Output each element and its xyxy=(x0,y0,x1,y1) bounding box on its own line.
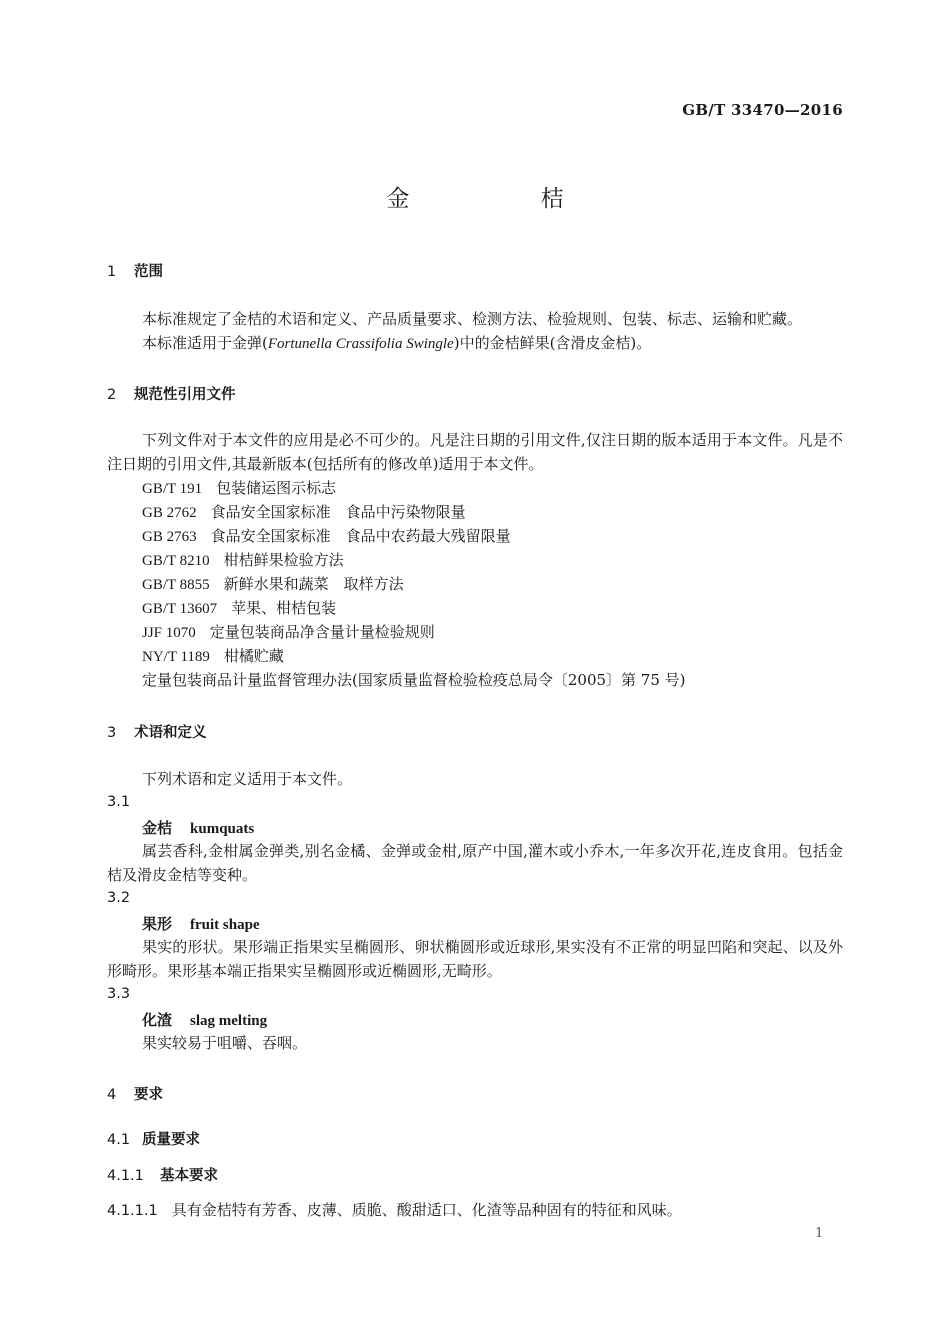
reference-item xyxy=(142,573,404,594)
reference-item xyxy=(142,597,336,618)
reference-code: GB/T 191 xyxy=(142,481,203,497)
term-zh: 金桔 xyxy=(142,819,173,837)
term-en: kumquats xyxy=(190,821,255,837)
term-heading xyxy=(142,817,254,838)
reference-title: 柑桔鲜果检验方法 xyxy=(223,551,344,569)
references-intro: 下列文件对于本文件的应用是必不可少的。凡是注日期的引用文件,仅注日期的版本适用于本文件。凡是不注日期的引用文件,其最新版本(包括所有的修改单)适用于本文件。 xyxy=(107,431,843,473)
scope-text-after: )中的金桔鲜果(含滑皮金桔)。 xyxy=(453,334,652,352)
subsection-title: 质量要求 xyxy=(142,1132,200,1148)
section-number: 4 xyxy=(107,1087,117,1103)
term-en: fruit shape xyxy=(190,917,260,933)
reference-code: GB/T 8855 xyxy=(142,577,210,593)
section-1-heading xyxy=(107,260,163,281)
section-2-heading xyxy=(107,383,236,404)
document-title: 金 桔 xyxy=(386,186,626,212)
scope-text-before: 本标准适用于金弹( xyxy=(142,334,268,352)
reference-code: NY/T 1189 xyxy=(142,649,210,665)
reference-title: 柑橘贮藏 xyxy=(223,647,284,665)
scope-paragraph-2 xyxy=(107,331,843,356)
reference-title: 定量包装商品净含量计量检验规则 xyxy=(209,623,435,641)
reference-item xyxy=(142,477,336,498)
subsection-4-1-1-heading xyxy=(107,1164,218,1185)
standard-code: GB/T 33470—2016 xyxy=(682,101,843,119)
term-definition: 属芸香科,金柑属金弹类,别名金橘、金弹或金柑,原产中国,灌木或小乔木,一年多次开花,连皮食用。包括金桔及滑皮金桔等变种。 xyxy=(107,842,843,884)
page-number: 1 xyxy=(815,1226,824,1241)
clause-number: 4.1.1.1 xyxy=(107,1203,158,1219)
reference-item xyxy=(142,549,344,570)
reference-item-regulation: 定量包装商品计量监督管理办法(国家质量监督检验检疫总局令〔2005〕第 75 号) xyxy=(142,671,686,689)
reference-item xyxy=(142,525,511,546)
reference-title: 新鲜水果和蔬菜 取样方法 xyxy=(223,575,404,593)
section-title: 术语和定义 xyxy=(134,725,207,741)
term-number: 3.3 xyxy=(107,986,131,1002)
section-number: 3 xyxy=(107,725,117,741)
section-title: 规范性引用文件 xyxy=(134,387,236,403)
term-number: 3.1 xyxy=(107,794,131,810)
term-definition: 果实较易于咀嚼、吞咽。 xyxy=(142,1034,308,1052)
reference-code: GB/T 8210 xyxy=(142,553,210,569)
term-heading xyxy=(142,913,260,934)
reference-title: 苹果、柑桔包装 xyxy=(231,599,337,617)
term-number: 3.2 xyxy=(107,890,131,906)
term-definition: 果实的形状。果形端正指果实呈椭圆形、卵状椭圆形或近球形,果实没有不正常的明显凹陷和突起、以及外形畸形。果形基本端正指果实呈椭圆形或近椭圆形,无畸形。 xyxy=(107,938,843,980)
reference-code: JJF 1070 xyxy=(142,625,196,641)
subsection-number: 4.1 xyxy=(107,1132,131,1148)
term-zh: 果形 xyxy=(142,915,173,933)
subsection-title: 基本要求 xyxy=(160,1168,218,1184)
section-number: 2 xyxy=(107,387,117,403)
clause-4-1-1-1 xyxy=(107,1199,682,1220)
reference-title: 包装储运图示标志 xyxy=(216,479,337,497)
term-zh: 化渣 xyxy=(142,1011,173,1029)
reference-item xyxy=(142,621,435,642)
terms-intro: 下列术语和定义适用于本文件。 xyxy=(142,770,353,788)
reference-title: 食品安全国家标准 食品中农药最大残留限量 xyxy=(210,527,511,545)
section-title: 要求 xyxy=(134,1087,163,1103)
reference-item xyxy=(142,501,466,522)
section-3-heading xyxy=(107,721,207,742)
scientific-name: Fortunella Crassifolia Swingle xyxy=(267,336,454,352)
clause-text: 具有金桔特有芳香、皮薄、质脆、酸甜适口、化渣等品种固有的特征和风味。 xyxy=(171,1201,682,1219)
term-en: slag melting xyxy=(190,1013,268,1029)
subsection-number: 4.1.1 xyxy=(107,1168,144,1184)
section-4-heading xyxy=(107,1083,163,1104)
reference-code: GB/T 13607 xyxy=(142,601,218,617)
reference-title: 食品安全国家标准 食品中污染物限量 xyxy=(210,503,466,521)
reference-item xyxy=(142,645,284,666)
reference-code: GB 2762 xyxy=(142,505,197,521)
reference-code: GB 2763 xyxy=(142,529,197,545)
term-heading xyxy=(142,1009,267,1030)
section-title: 范围 xyxy=(134,264,163,280)
subsection-4-1-heading xyxy=(107,1128,200,1149)
scope-paragraph-1: 本标准规定了金桔的术语和定义、产品质量要求、检测方法、检验规则、包装、标志、运输和贮藏。 xyxy=(142,310,803,328)
section-number: 1 xyxy=(107,264,117,280)
